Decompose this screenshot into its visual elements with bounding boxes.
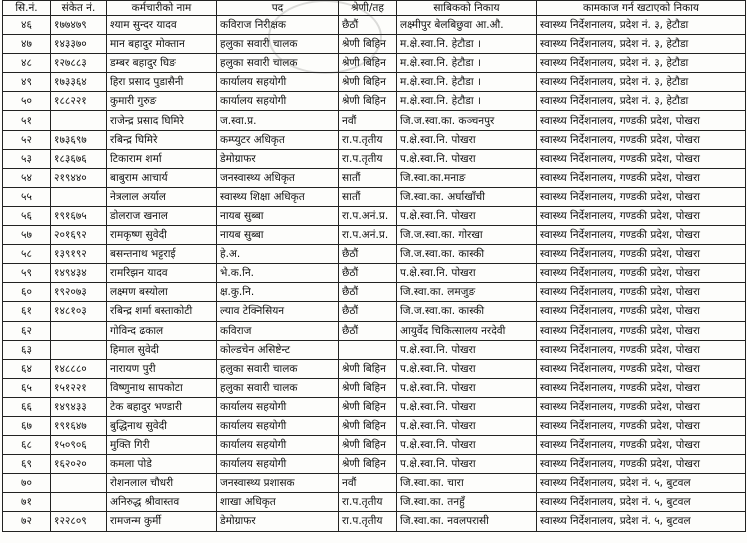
table-row [3,187,746,206]
serial-no-cell: ५१ [3,111,51,130]
level-cell: नवौं [339,474,397,493]
serial-no-cell: ५२ [3,130,51,149]
previous-office-cell: जि.ज.स्वा.का. कास्की [397,302,537,321]
employee-name-cell: मुक्ति गिरी [107,436,217,455]
table-row [3,416,746,435]
post-cell: क्ष.कु.नि. [217,283,339,302]
code-no-cell [51,340,107,359]
table-row [3,16,746,35]
previous-office-cell: जि.ज.स्वा.का. गोरखा [397,226,537,245]
previous-office-cell: जि.स्वा.का. तनहुँ [397,493,537,512]
header-employee-name: कर्मचारीको नाम [107,1,217,16]
code-no-cell: २०१६९२ [51,226,107,245]
previous-office-cell: प.क्षे.स्वा.नि. पोखरा [397,378,537,397]
employee-name-cell: बसन्तनाथ भट्टराई [107,245,217,264]
staff-transfer-table [2,0,746,532]
post-cell: ल्याव टेक्निसियन [217,302,339,321]
employee-name-cell: विष्णुनाथ सापकोटा [107,378,217,397]
assigned-office-cell: स्वास्थ्य निर्देशनालय, प्रदेश नं. ३, हेटौडा [537,92,746,111]
table-row [3,340,746,359]
table-row [3,359,746,378]
serial-no-cell: ७२ [3,512,51,531]
level-cell: रा.प.अनं.प्र. [339,206,397,225]
previous-office-cell: आयुर्वेद चिकित्सालय नरदेवी [397,321,537,340]
table-row [3,73,746,92]
table-row [3,35,746,54]
assigned-office-cell: स्वास्थ्य निर्देशनालय, गण्डकी प्रदेश, पोखरा [537,302,746,321]
level-cell: श्रेणी बिहिन [339,92,397,111]
level-cell: रा.प.अनं.प्र. [339,226,397,245]
table-row [3,168,746,187]
post-cell: कार्यालय सहयोगी [217,397,339,416]
level-cell: रा.प.तृतीय [339,493,397,512]
assigned-office-cell: स्वास्थ्य निर्देशनालय, प्रदेश नं. ३, हेटौडा [537,54,746,73]
previous-office-cell: प.क्षे.स्वा.नि. पोखरा [397,206,537,225]
code-no-cell: २१९४४० [51,168,107,187]
previous-office-cell: जि.स्वा.का. चारा [397,474,537,493]
serial-no-cell: ५४ [3,168,51,187]
employee-name-cell: रबिन्द्र शर्मा बस्ताकोटी [107,302,217,321]
assigned-office-cell: स्वास्थ्य निर्देशनालय, प्रदेश नं. ३, हेटौडा [537,73,746,92]
previous-office-cell: म.क्षे.स्वा.नि. हेटौडा । [397,35,537,54]
assigned-office-cell: स्वास्थ्य निर्देशनालय, गण्डकी प्रदेश, पोखरा [537,130,746,149]
code-no-cell [51,111,107,130]
level-cell: छैठौं [339,245,397,264]
serial-no-cell: ६३ [3,340,51,359]
level-cell: रा.प.तृतीय [339,512,397,531]
previous-office-cell: प.क्षे.स्वा.नि. पोखरा [397,436,537,455]
level-cell: छैठौं [339,302,397,321]
post-cell: कार्यालय सहयोगी [217,416,339,435]
previous-office-cell: प.क्षे.स्वा.नि. पोखरा [397,455,537,474]
level-cell: श्रेणी बिहिन [339,397,397,416]
previous-office-cell: जि.स्वा.का. नवलपरासी [397,512,537,531]
level-cell [339,340,397,359]
serial-no-cell: ६५ [3,378,51,397]
table-row [3,512,746,531]
post-cell: कम्प्युटर अधिकृत [217,130,339,149]
serial-no-cell: ६७ [3,416,51,435]
code-no-cell: १९१६४७ [51,416,107,435]
serial-no-cell: ६१ [3,302,51,321]
table-row [3,206,746,225]
post-cell: नायब सुब्बा [217,206,339,225]
code-no-cell: १४९४३४ [51,264,107,283]
previous-office-cell: प.क्षे.स्वा.नि. पोखरा [397,149,537,168]
level-cell: सातौं [339,168,397,187]
serial-no-cell: ६० [3,283,51,302]
assigned-office-cell: स्वास्थ्य निर्देशनालय, गण्डकी प्रदेश, पोखरा [537,359,746,378]
table-row [3,111,746,130]
level-cell: श्रेणी बिहिन [339,359,397,378]
assigned-office-cell: स्वास्थ्य निर्देशनालय, गण्डकी प्रदेश, पोखरा [537,397,746,416]
previous-office-cell: प.क्षे.स्वा.नि. पोखरा [397,130,537,149]
serial-no-cell: ६४ [3,359,51,378]
employee-name-cell: रोशनलाल चौधरी [107,474,217,493]
assigned-office-cell: स्वास्थ्य निर्देशनालय, प्रदेश नं. ५, बुटवल [537,512,746,531]
employee-name-cell: टिकाराम शर्मा [107,149,217,168]
code-no-cell: १३९१९२ [51,245,107,264]
level-cell: श्रेणी बिहिन [339,73,397,92]
post-cell: हलुका सवारी चालक [217,359,339,378]
table-body [3,16,746,532]
level-cell: रा.प.तृतीय [339,149,397,168]
employee-name-cell: बुद्धिनाथ सुवेदी [107,416,217,435]
table-row [3,130,746,149]
post-cell: हलुका सवारी चालक [217,35,339,54]
previous-office-cell: म.क्षे.स्वा.नि. हेटौडा । [397,73,537,92]
table-row [3,264,746,283]
serial-no-cell: ५५ [3,187,51,206]
assigned-office-cell: स्वास्थ्य निर्देशनालय, प्रदेश नं. ३, हेटौडा [537,16,746,35]
employee-name-cell: रबिन्द्र घिमिरे [107,130,217,149]
post-cell: हे.अ. [217,245,339,264]
level-cell: छैठौं [339,264,397,283]
post-cell: शाखा अधिकृत [217,493,339,512]
previous-office-cell: जि.स्वा.का.मनाङ [397,168,537,187]
post-cell: स्वास्थ्य शिक्षा अधिकृत [217,187,339,206]
serial-no-cell: ६६ [3,397,51,416]
table-row [3,436,746,455]
table-row [3,302,746,321]
level-cell: श्रेणी बिहिन [339,35,397,54]
previous-office-cell: प.क्षे.स्वा.नि. पोखरा [397,416,537,435]
code-no-cell: १२२८०९ [51,512,107,531]
previous-office-cell: प.क्षे.स्वा.नि. पोखरा [397,340,537,359]
employee-name-cell: रामरिझन यादव [107,264,217,283]
code-no-cell: १९२०७३ [51,283,107,302]
assigned-office-cell: स्वास्थ्य निर्देशनालय, प्रदेश नं. ३, हेटौडा [537,35,746,54]
table-row [3,455,746,474]
assigned-office-cell: स्वास्थ्य निर्देशनालय, गण्डकी प्रदेश, पोखरा [537,245,746,264]
code-no-cell [51,321,107,340]
employee-name-cell: नेत्रलाल अर्याल [107,187,217,206]
employee-name-cell: कुमारी गुरुङ [107,92,217,111]
employee-name-cell: नारायण पुरी [107,359,217,378]
post-cell: हलुका सवारी चालक [217,378,339,397]
serial-no-cell: ६२ [3,321,51,340]
code-no-cell: १४९४३३ [51,397,107,416]
code-no-cell: १५०९०६ [51,436,107,455]
serial-no-cell: ४८ [3,54,51,73]
assigned-office-cell: स्वास्थ्य निर्देशनालय, गण्डकी प्रदेश, पोखरा [537,340,746,359]
serial-no-cell: ५७ [3,226,51,245]
table-row [3,92,746,111]
table-row [3,321,746,340]
post-cell: कार्यालय सहयोगी [217,73,339,92]
post-cell: डेमोग्राफर [217,512,339,531]
serial-no-cell: ५६ [3,206,51,225]
code-no-cell: १४३३७० [51,35,107,54]
level-cell: नवौं [339,111,397,130]
header-level: श्रेणी/तह [339,1,397,16]
employee-name-cell: कमला पोडे [107,455,217,474]
previous-office-cell: जि.स्वा.का. लमजुङ [397,283,537,302]
employee-name-cell: अनिरुद्ध श्रीवास्तव [107,493,217,512]
serial-no-cell: ४६ [3,16,51,35]
code-no-cell: १७७४७९ [51,16,107,35]
level-cell: छैठौं [339,321,397,340]
employee-name-cell: राजेन्द्र प्रसाद घिमिरे [107,111,217,130]
previous-office-cell: म.क्षे.स्वा.नि. हेटौडा । [397,92,537,111]
serial-no-cell: ५९ [3,264,51,283]
assigned-office-cell: स्वास्थ्य निर्देशनालय, गण्डकी प्रदेश, पोखरा [537,226,746,245]
assigned-office-cell: स्वास्थ्य निर्देशनालय, गण्डकी प्रदेश, पोखरा [537,378,746,397]
table-row [3,397,746,416]
serial-no-cell: ५० [3,92,51,111]
code-no-cell: १८८२२१ [51,92,107,111]
code-no-cell: १७३३६४ [51,73,107,92]
assigned-office-cell: स्वास्थ्य निर्देशनालय, गण्डकी प्रदेश, पोखरा [537,187,746,206]
level-cell: रा.प.तृतीय [339,130,397,149]
table-row [3,283,746,302]
serial-no-cell: ५८ [3,245,51,264]
table-row [3,226,746,245]
header-post: पद [217,1,339,16]
level-cell: श्रेणी बिहिन [339,416,397,435]
serial-no-cell: ७१ [3,493,51,512]
previous-office-cell: प.क्षे.स्वा.नि. पोखरा [397,264,537,283]
level-cell: छैठौं [339,283,397,302]
table-row [3,474,746,493]
previous-office-cell: लक्ष्मीपुर बेलबिछुवा आ.औ. [397,16,537,35]
code-no-cell: १९१६७५ [51,206,107,225]
assigned-office-cell: स्वास्थ्य निर्देशनालय, प्रदेश नं. ५, बुटवल [537,493,746,512]
previous-office-cell: प.क्षे.स्वा.नि. पोखरा [397,397,537,416]
code-no-cell: १८३६७६ [51,149,107,168]
employee-name-cell: डम्बर बहादुर घिङ [107,54,217,73]
employee-name-cell: हिमाल सुवेदी [107,340,217,359]
post-cell: कविराज निरीक्षक [217,16,339,35]
employee-name-cell: बाबुराम आचार्य [107,168,217,187]
level-cell: श्रेणी बिहिन [339,436,397,455]
post-cell: कोल्डचेन असिष्टेन्ट [217,340,339,359]
assigned-office-cell: स्वास्थ्य निर्देशनालय, गण्डकी प्रदेश, पोखरा [537,436,746,455]
code-no-cell [51,493,107,512]
level-cell: श्रेणी बिहिन [339,455,397,474]
code-no-cell: १२७८८३ [51,54,107,73]
level-cell: छैठौं [339,16,397,35]
serial-no-cell: ४७ [3,35,51,54]
previous-office-cell: जि.स्वा.का. अर्घाखाँची [397,187,537,206]
post-cell: कविराज [217,321,339,340]
code-no-cell: १६२०२० [51,455,107,474]
header-code-no: संकेत नं. [51,1,107,16]
post-cell: जनस्वास्थ्य अधिकृत [217,168,339,187]
serial-no-cell: ६९ [3,455,51,474]
code-no-cell: १४८८८० [51,359,107,378]
table-row [3,54,746,73]
code-no-cell: १५१२२१ [51,378,107,397]
assigned-office-cell: स्वास्थ्य निर्देशनालय, गण्डकी प्रदेश, पोखरा [537,455,746,474]
post-cell: ज.स्वा.प्र. [217,111,339,130]
serial-no-cell: ४९ [3,73,51,92]
post-cell: कार्यालय सहयोगी [217,436,339,455]
employee-name-cell: गोविन्द ढकाल [107,321,217,340]
assigned-office-cell: स्वास्थ्य निर्देशनालय, गण्डकी प्रदेश, पोखरा [537,168,746,187]
post-cell: जनस्वास्थ्य प्रशासक [217,474,339,493]
employee-name-cell: लक्ष्मण बस्योला [107,283,217,302]
previous-office-cell: जि.ज.स्वा.का. कास्की [397,245,537,264]
employee-name-cell: रामकृष्ण सुवेदी [107,226,217,245]
employee-name-cell: श्याम सुन्दर यादव [107,16,217,35]
serial-no-cell: ५३ [3,149,51,168]
code-no-cell [51,187,107,206]
employee-name-cell: रामजन्म कुर्मी [107,512,217,531]
previous-office-cell: म.क्षे.स्वा.नि. हेटौडा । [397,54,537,73]
post-cell: कार्यालय सहयोगी [217,455,339,474]
level-cell: श्रेणी बिहिन [339,54,397,73]
post-cell: डेमोग्राफर [217,149,339,168]
assigned-office-cell: स्वास्थ्य निर्देशनालय, प्रदेश नं. ५, बुटवल [537,474,746,493]
post-cell: नायब सुब्बा [217,226,339,245]
assigned-office-cell: स्वास्थ्य निर्देशनालय, गण्डकी प्रदेश, पोखरा [537,416,746,435]
assigned-office-cell: स्वास्थ्य निर्देशनालय, गण्डकी प्रदेश, पोखरा [537,206,746,225]
previous-office-cell: प.क्षे.स्वा.नि. पोखरा [397,359,537,378]
serial-no-cell: ६८ [3,436,51,455]
level-cell: श्रेणी बिहिन [339,378,397,397]
post-cell: हलुका सवारी चालक [217,54,339,73]
previous-office-cell: जि.ज.स्वा.का. कञ्चनपुर [397,111,537,130]
assigned-office-cell: स्वास्थ्य निर्देशनालय, गण्डकी प्रदेश, पोखरा [537,111,746,130]
serial-no-cell: ७० [3,474,51,493]
assigned-office-cell: स्वास्थ्य निर्देशनालय, गण्डकी प्रदेश, पोखरा [537,283,746,302]
table-row [3,493,746,512]
assigned-office-cell: स्वास्थ्य निर्देशनालय, गण्डकी प्रदेश, पोखरा [537,264,746,283]
assigned-office-cell: स्वास्थ्य निर्देशनालय, गण्डकी प्रदेश, पोखरा [537,321,746,340]
level-cell: सातौं [339,187,397,206]
header-previous-office: साबिकको निकाय [397,1,537,16]
assigned-office-cell: स्वास्थ्य निर्देशनालय, गण्डकी प्रदेश, पोखरा [537,149,746,168]
employee-name-cell: डोलराज खनाल [107,206,217,225]
table-row [3,378,746,397]
code-no-cell: १४८१०३ [51,302,107,321]
table-header [3,1,746,16]
employee-name-cell: टेक बहादुर भण्डारी [107,397,217,416]
table-row [3,245,746,264]
employee-name-cell: मान बहादुर मोक्तान [107,35,217,54]
post-cell: भे.क.नि. [217,264,339,283]
code-no-cell: १७३६९७ [51,130,107,149]
post-cell: कार्यालय सहयोगी [217,92,339,111]
header-assigned-office: कामकाज गर्न खटाएको निकाय [537,1,746,16]
employee-name-cell: हिरा प्रसाद पुडासैनी [107,73,217,92]
table-row [3,149,746,168]
header-serial-no: सि.नं. [3,1,51,16]
code-no-cell [51,474,107,493]
